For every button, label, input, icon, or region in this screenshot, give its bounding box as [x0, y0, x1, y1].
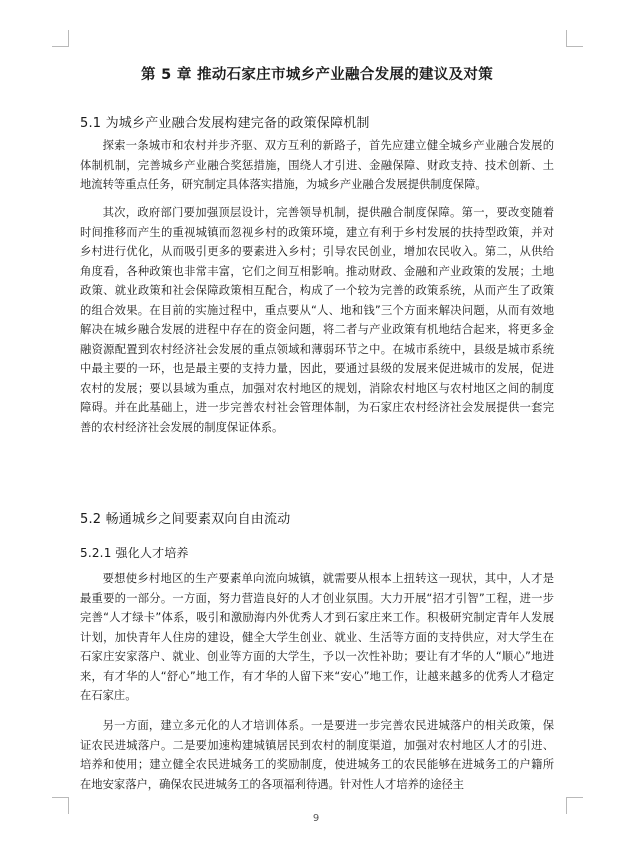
paragraph: 探索一条城市和农村并步齐驱、双方互利的新路子，首先应建立健全城乡产业融合发展的体制机制，完善城乡产业融合奖惩措施，围绕人才引进、金融保障、财政支持、技术创新、土地流转等重点任务，研究制定具体落实措施，为城乡产业融合发展提供制度保障。 — [80, 139, 554, 192]
paragraph: 要想使乡村地区的生产要素单向流向城镇，就需要从根本上扭转这一现状，其中，人才是最重要的一部分。一方面，努力营造良好的人才创业氛围。大力开展“招才引智”工程，进一步完善“人才绿卡”体系，吸引和激励海内外优秀人才到石家庄来工作。积极研究制定青年人发展计划，加快青年人住房的建设，健全大学生创业、就业、生活等方面的支持供应，对大学生在石家庄安家落户、就业、创业等方面的大学生，予以一次性补助；要让有才华的人“顺心”地进来，有才华的人“舒心”地工作，有才华的人留下来“安心”地工作，让越来越多的优秀人才稳定在石家庄。 — [80, 572, 554, 703]
crop-mark-bottom-right — [566, 797, 583, 814]
subsection-heading-5-2-1: 5.2.1 强化人才培养 — [80, 546, 189, 560]
paragraph: 另一方面，建立多元化的人才培训体系。一是要进一步完善农民进城落户的相关政策，保证农民进城落户。二是要加速构建城镇居民到农村的制度渠道，加强对农村地区人才的引进、培养和使用；建立健全农民进城务工的奖励制度，使进城务工的农民能够在进城务工的户籍所在地安家落户，确保农民进城务工的各项福利待遇。针对性人才培养的途径主 — [80, 719, 554, 791]
chapter-title: 第 5 章 推动石家庄市城乡产业融合发展的建议及对策 — [140, 67, 494, 83]
paragraph: 其次，政府部门要加强顶层设计，完善领导机制，提供融合制度保障。第一，要改变随着时间推移而产生的重视城镇而忽视乡村的政策环境，建立有利于乡村发展的扶持型政策，并对乡村进行优化，从而吸引更多的要素进入乡村；引导农民创业，增加农民收入。第二，从供给角度看，各种政策也非常丰富，它们之间互相影响。推动财政、金融和产业政策的发展；土地政策、就业政策和社会保障政策相互配合，构成了一个较为完善的政策系统，从而产生了政策的组合效果。在目前的实施过程中，重点要从“人、地和钱”三个方面来解决问题，从而有效地解决在城乡融合发展的进程中存在的资金问题，将二者与产业政策有机地结合起来，将更多金融资源配置到农村经济社会发展的重点领域和薄弱环节之中。在城市系统中，县级是城市系统中最主要的一环，也是最主要的支持力量，因此，要通过县级的发展来促进城市的发展，促进农村的发展；要以县域为重点，加强对农村地区的规划，消除农村地区与农村地区之间的制度障碍。并在此基础上，进一步完善农村社会管理体制，为石家庄农村经济社会发展提供一套完善的农村经济社会发展的制度保证体系。 — [80, 206, 554, 435]
crop-mark-top-left — [52, 30, 69, 47]
crop-mark-bottom-left — [52, 797, 69, 814]
crop-mark-top-right — [566, 30, 583, 47]
section-heading-5-1: 5.1 为城乡产业融合发展构建完备的政策保障机制 — [80, 116, 370, 131]
section-heading-5-2: 5.2 畅通城乡之间要素双向自由流动 — [80, 512, 291, 527]
page-number: 9 — [312, 813, 320, 824]
